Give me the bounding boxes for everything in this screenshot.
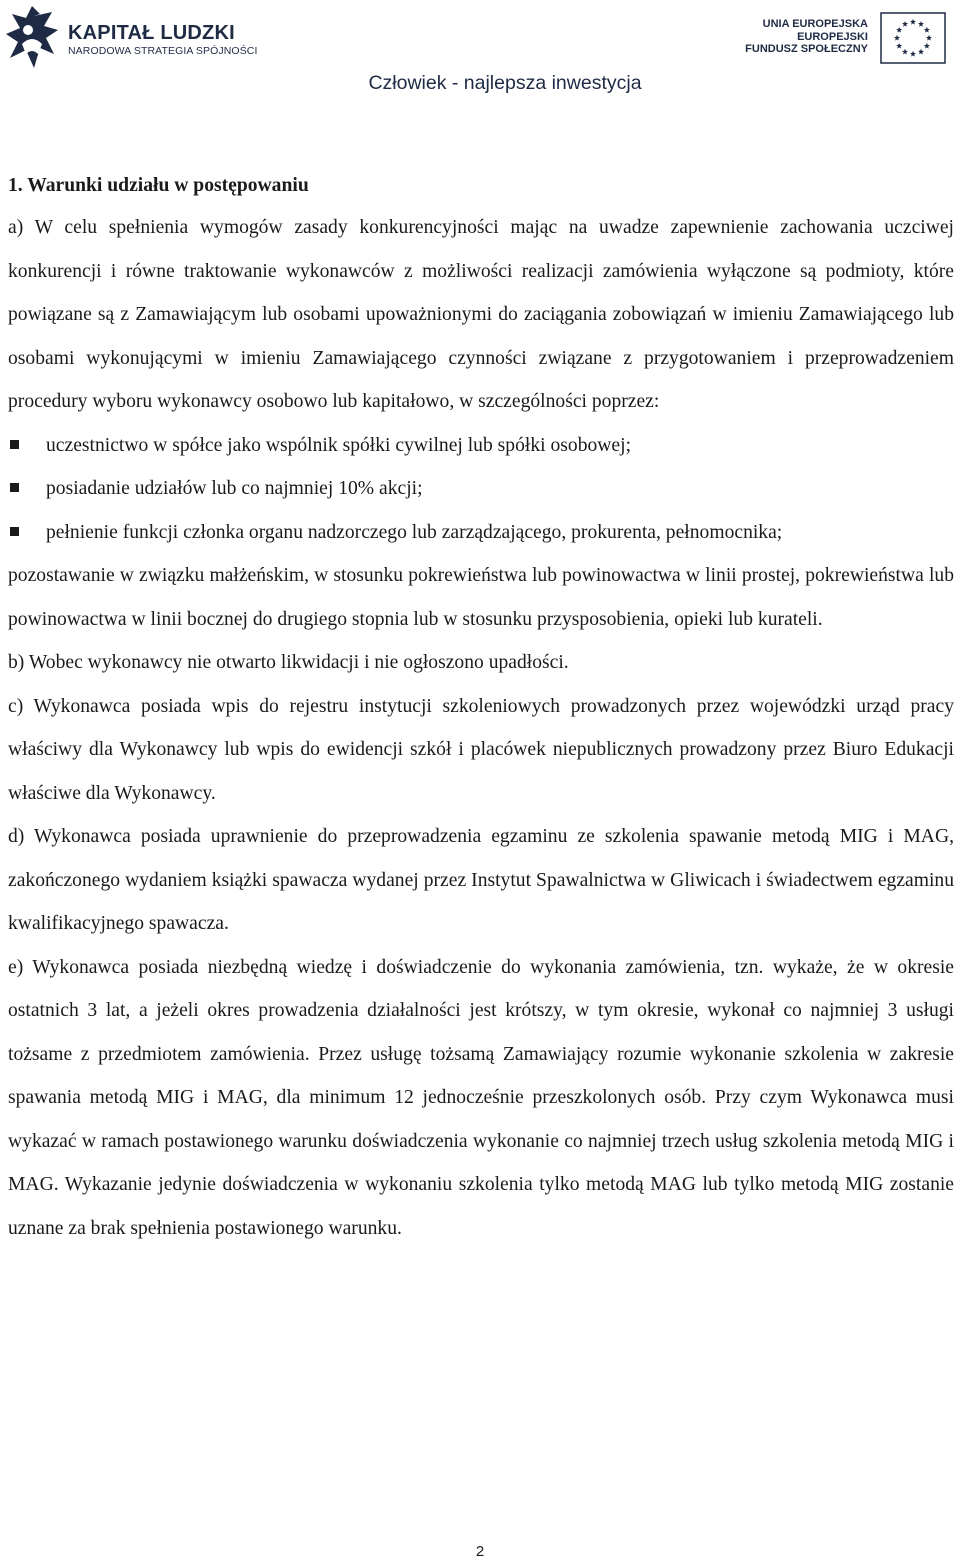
bullet-square-icon (10, 483, 19, 492)
page-header (0, 0, 960, 110)
bullet-square-icon (10, 527, 19, 536)
list-item (8, 467, 954, 511)
list-item (8, 511, 954, 555)
document-body (8, 166, 954, 1250)
bullet-square-icon (10, 440, 19, 449)
program-logo-text (68, 22, 258, 58)
list-item-text: posiadanie udziałów lub co najmniej 10% akcji; (46, 478, 423, 499)
paragraph-a: a) W celu spełnienia wymogów zasady konkurencyjności mając na uwadze zapewnienie zachowania uczciwej konkurencji i równe traktowanie wykonawców z możliwości realizacji zamówienia wyłączone są podmioty, które powiązane są z Zamawiającym lub osobami upoważnionymi do zaciągania zobowiązań w imieniu Zamawiającego lub osobami wykonującymi w imieniu Zamawiającego czynności związane z przygotowaniem i przeprowadzeniem procedury wyboru wykonawcy osobowo lub kapitałowo, w szczególności poprzez: (8, 217, 954, 412)
paragraph-e: e) Wykonawca posiada niezbędną wiedzę i doświadczenie do wykonania zamówienia, tzn. wykaże, że w okresie ostatnich 3 lat, a jeżeli okres prowadzenia działalności jest krótszy, w tym okresie, wykonał co najmniej 3 usługi tożsame z przedmiotem zamówienia. Przez usługę tożsamą Zamawiający rozumie wykonanie szkolenia w zakresie spawania metodą MIG i MAG, dla minimum 12 jednocześnie przeszkolonych osób. Przy czym Wykonawca musi wykazać w ramach postawionego warunku doświadczenia wykonanie co najmniej trzech usług szkolenia metodą MIG i MAG. Wykazanie jedynie doświadczenia w wykonaniu szkolenia tylko metodą MAG lub tylko metodą MIG zostanie uznane za brak spełnienia postawionego warunku. (8, 956, 954, 1239)
header-motto: Człowiek - najlepsza inwestycja (368, 72, 642, 94)
section-heading: 1. Warunki udziału w postępowaniu (8, 175, 309, 196)
bullet-list (8, 424, 954, 555)
program-logo-subtitle: NARODOWA STRATEGIA SPÓJNOŚCI (68, 45, 258, 57)
list-item-text: uczestnictwo w spółce jako wspólnik spółki cywilnej lub spółki osobowej; (46, 434, 632, 456)
eu-line-3: FUNDUSZ SPOŁECZNY (745, 43, 868, 55)
paragraph-d: d) Wykonawca posiada uprawnienie do przeprowadzenia egzaminu ze szkolenia spawanie metodą MIG i MAG, zakończonego wydaniem książki spawacza wydanej przez Instytut Spawalnictwa w Gliwicach i świadectwem egzaminu kwalifikacyjnego spawacza. (8, 826, 954, 934)
program-logo-title: KAPITAŁ LUDZKI (68, 22, 235, 44)
paragraph-relationship: pozostawanie w związku małżeńskim, w stosunku pokrewieństwa lub powinowactwa w linii prostej, pokrewieństwa lub powinowactwa w linii bocznej do drugiego stopnia lub w stosunku przysposobienia, opieki lub kurateli. (8, 565, 954, 630)
eu-line-2: EUROPEJSKI (797, 30, 868, 43)
kapital-ludzki-logo (4, 4, 60, 70)
paragraph-c: c) Wykonawca posiada wpis do rejestru instytucji szkoleniowych prowadzonych przez wojewódzki urząd pracy właściwy dla Wykonawcy lub wpis do ewidencji szkół i placówek niepublicznych prowadzony przez Biuro Edukacji właściwe dla Wykonawcy. (8, 695, 954, 804)
list-item-text: pełnienie funkcji członka organu nadzorczego lub zarządzającego, prokurenta, pełnomocnika; (46, 521, 783, 543)
eu-logo-text (745, 18, 868, 56)
page-number: 2 (475, 1543, 485, 1560)
paragraph-b: b) Wobec wykonawcy nie otwarto likwidacji i nie ogłoszono upadłości. (8, 652, 569, 673)
eu-line-1: UNIA EUROPEJSKA (762, 18, 868, 30)
list-item (8, 424, 954, 468)
eu-flag-icon (880, 12, 946, 64)
